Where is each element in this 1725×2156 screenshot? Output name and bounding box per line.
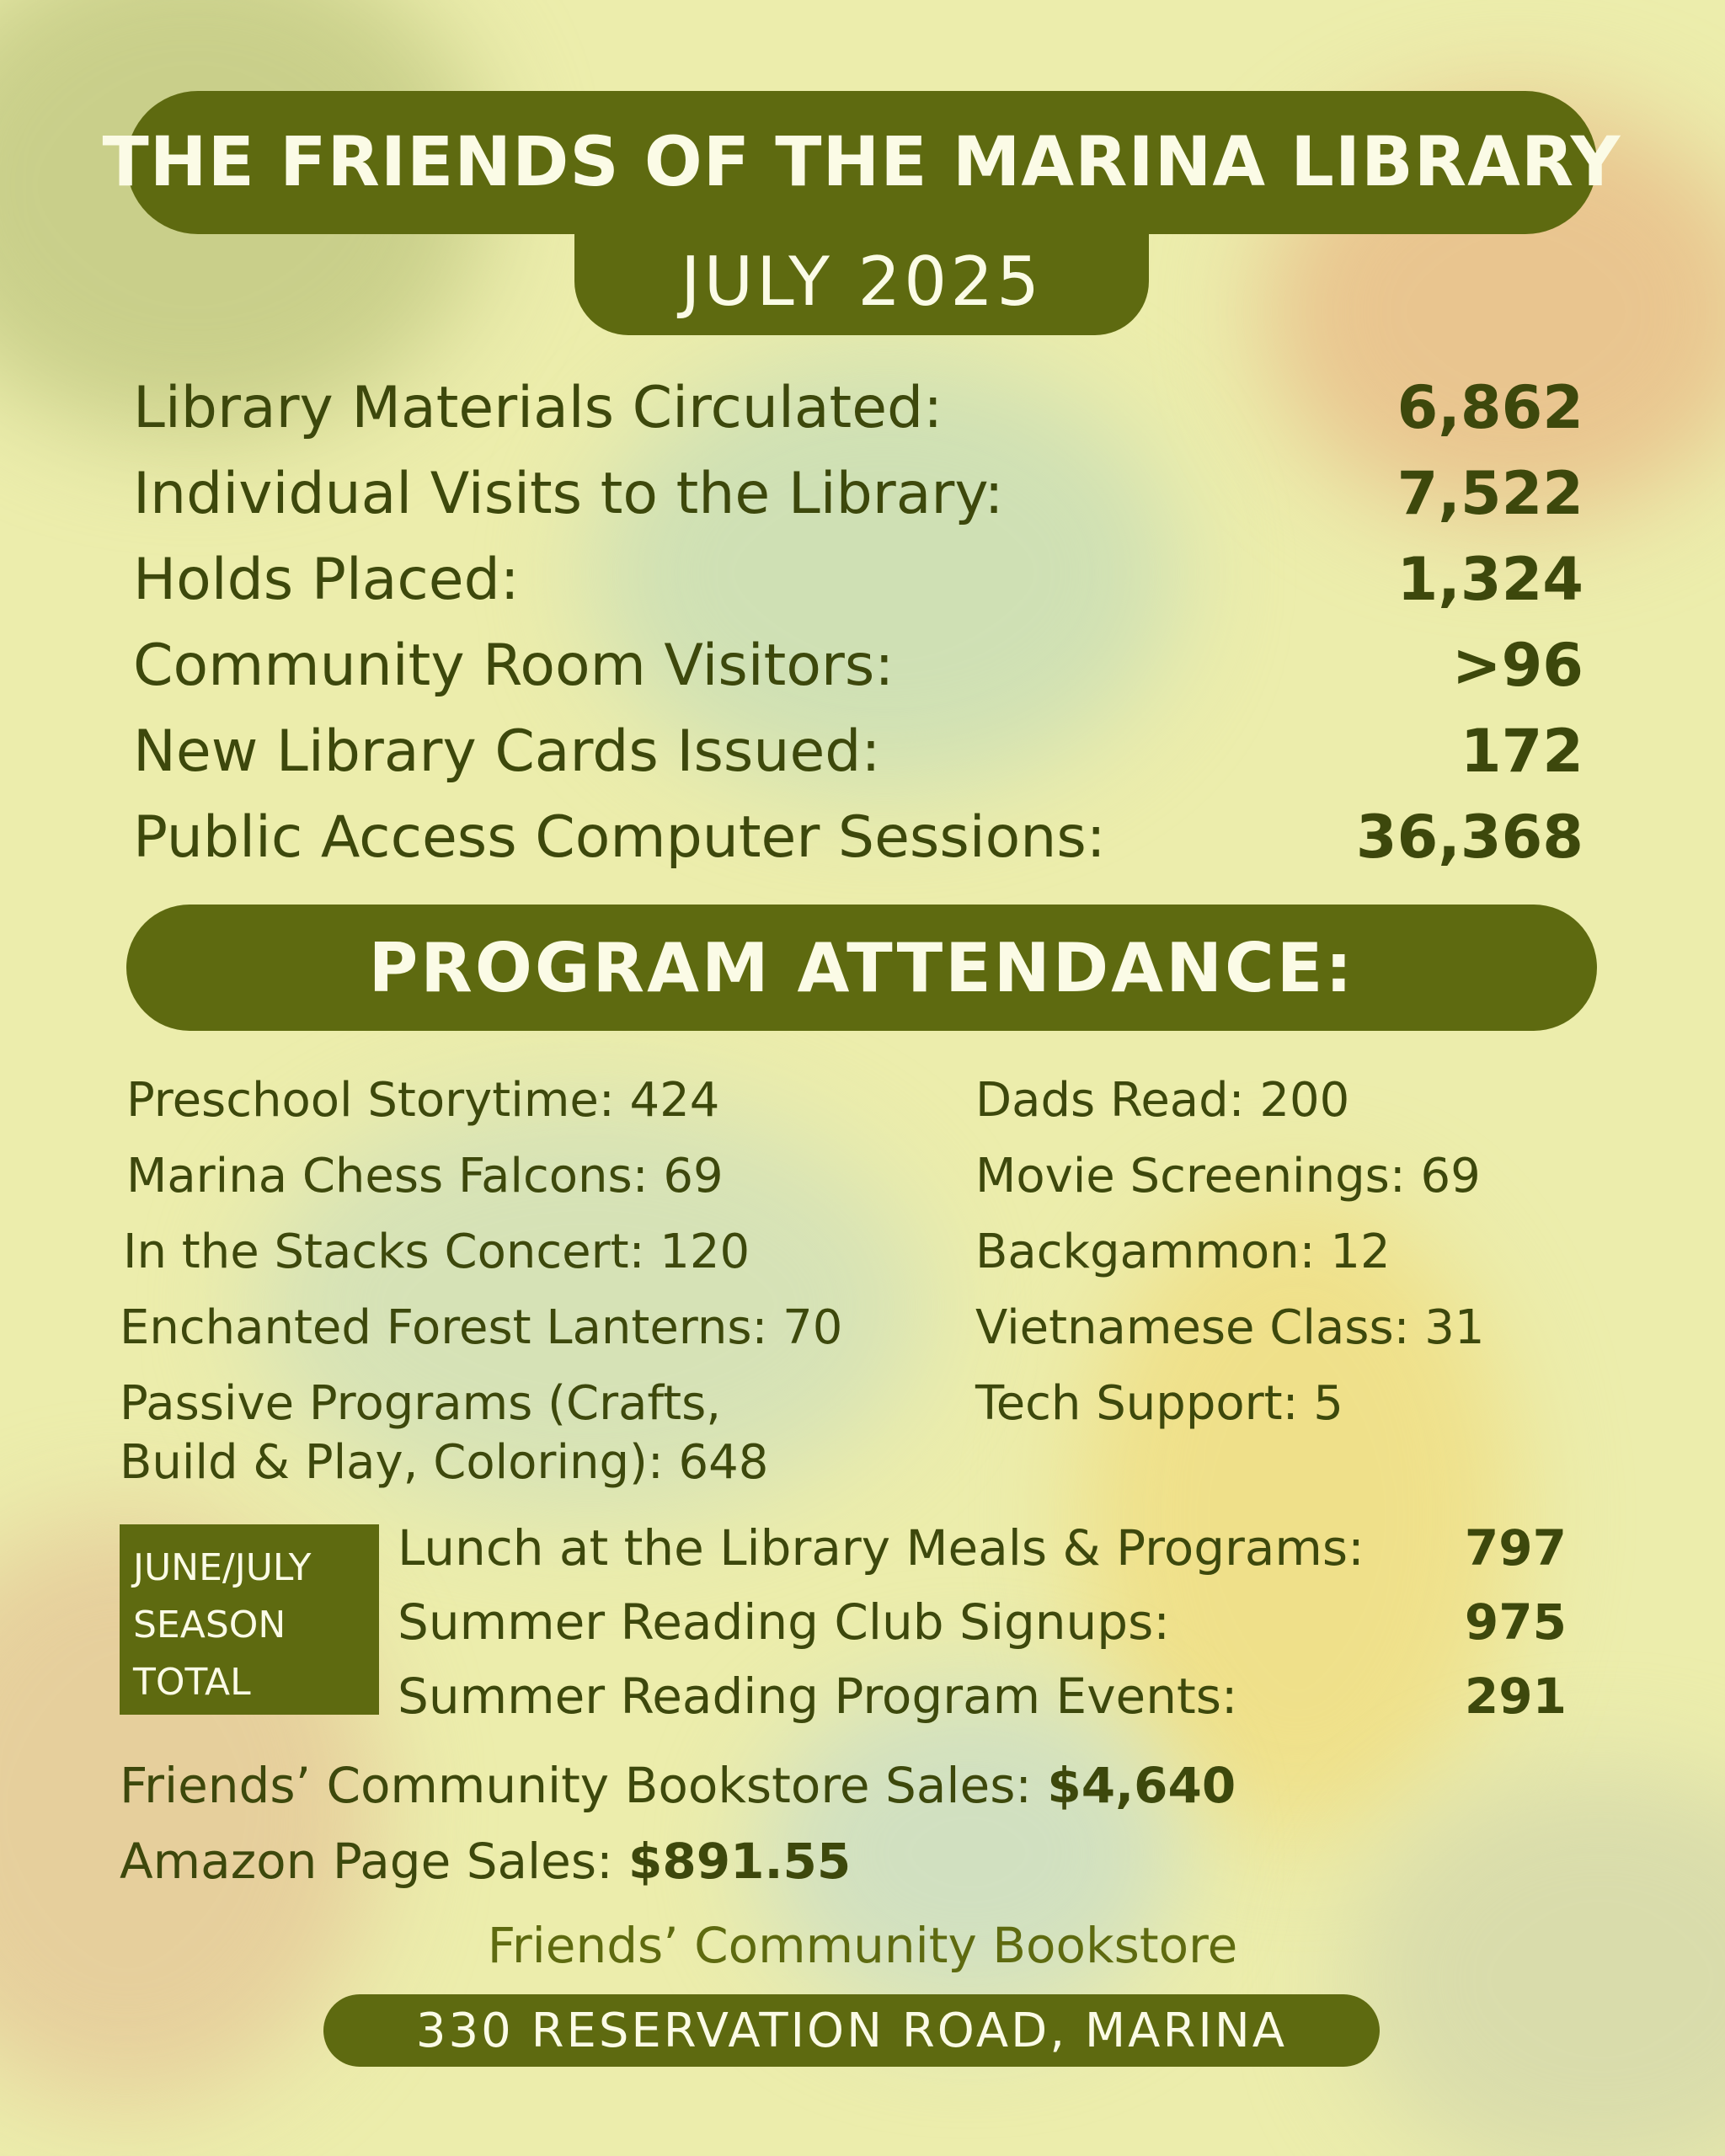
stat-label: Library Materials Circulated:	[133, 374, 943, 441]
season-value: 797	[1464, 1519, 1567, 1577]
bookstore-sales-label: Friends’ Community Bookstore Sales:	[120, 1757, 1032, 1814]
month-tab	[574, 227, 1149, 335]
stat-value: 7,522	[1397, 459, 1583, 528]
season-row	[398, 1514, 1567, 1582]
program-attendance-banner	[126, 905, 1597, 1031]
program-item: Preschool Storytime: 424	[126, 1073, 720, 1128]
stat-value: 6,862	[1397, 373, 1583, 442]
month-label: JULY 2025	[681, 242, 1043, 321]
stat-row	[133, 795, 1583, 879]
amazon-sales-label: Amazon Page Sales:	[120, 1833, 613, 1890]
program-attendance-heading: PROGRAM ATTENDANCE:	[368, 928, 1355, 1007]
season-box-line: SEASON	[133, 1604, 286, 1646]
stat-row	[133, 623, 1583, 707]
bookstore-sales	[120, 1757, 1236, 1814]
store-name: Friends’ Community Bookstore	[487, 1917, 1238, 1974]
store-address: 330 RESERVATION ROAD, MARINA	[415, 2003, 1288, 2058]
stat-label: Community Room Visitors:	[133, 632, 895, 699]
season-label: Lunch at the Library Meals & Programs:	[398, 1519, 1365, 1577]
title-banner	[102, 91, 1621, 234]
season-row	[398, 1588, 1567, 1656]
stat-row	[133, 537, 1583, 622]
page-title: THE FRIENDS OF THE MARINA LIBRARY	[102, 123, 1621, 202]
program-item: In the Stacks Concert: 120	[123, 1225, 750, 1279]
program-item: Passive Programs (Crafts,	[120, 1376, 722, 1431]
program-item: Vietnamese Class: 31	[975, 1300, 1485, 1355]
stat-label: Public Access Computer Sessions:	[133, 803, 1106, 871]
stat-label: New Library Cards Issued:	[133, 718, 881, 785]
season-box-line: TOTAL	[133, 1661, 251, 1704]
season-label: Summer Reading Program Events:	[398, 1668, 1238, 1725]
stat-label: Holds Placed:	[133, 546, 520, 613]
stat-value: >96	[1451, 631, 1583, 700]
stat-row	[133, 709, 1583, 793]
bookstore-sales-value: $4,640	[1047, 1757, 1236, 1814]
season-value: 975	[1464, 1593, 1567, 1651]
amazon-sales	[120, 1833, 851, 1890]
program-item: Dads Read: 200	[975, 1073, 1350, 1128]
stat-row	[133, 451, 1583, 536]
amazon-sales-value: $891.55	[628, 1833, 852, 1890]
season-total-box	[120, 1524, 379, 1715]
address-banner	[323, 1994, 1380, 2067]
stat-label: Individual Visits to the Library:	[133, 460, 1004, 527]
season-box-line: JUNE/JULY	[133, 1546, 312, 1589]
program-item: Marina Chess Falcons: 69	[126, 1149, 724, 1203]
program-item: Backgammon: 12	[975, 1225, 1391, 1279]
season-row	[398, 1662, 1567, 1730]
stat-value: 1,324	[1397, 545, 1583, 614]
stat-value: 36,368	[1355, 803, 1583, 872]
stat-value: 172	[1460, 717, 1583, 786]
season-label: Summer Reading Club Signups:	[398, 1593, 1170, 1651]
program-item: Build & Play, Coloring): 648	[120, 1435, 769, 1490]
stat-row	[133, 366, 1583, 450]
program-item: Movie Screenings: 69	[975, 1149, 1481, 1203]
program-item: Enchanted Forest Lanterns: 70	[120, 1300, 843, 1355]
season-value: 291	[1464, 1668, 1567, 1725]
program-item: Tech Support: 5	[975, 1376, 1343, 1431]
